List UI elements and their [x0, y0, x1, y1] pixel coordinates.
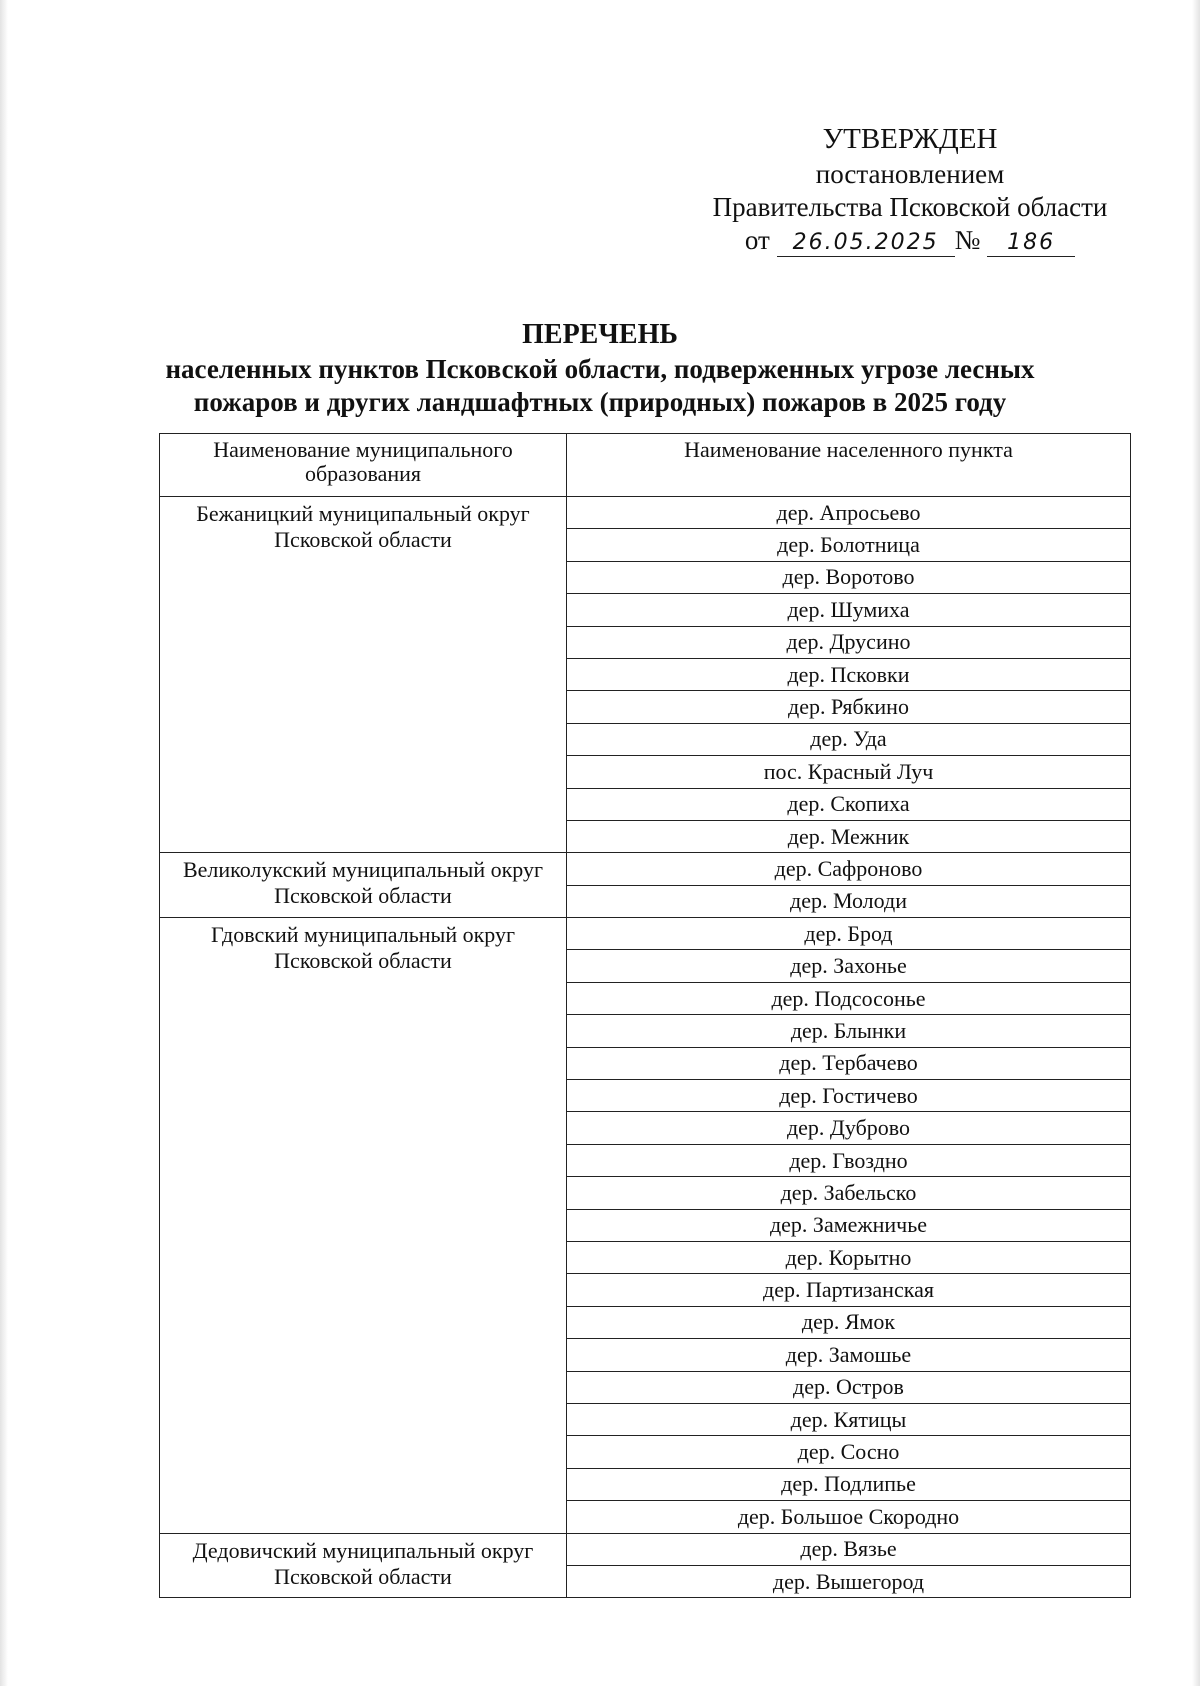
settlement-cell: дер. Забельско	[567, 1177, 1131, 1209]
settlement-cell: дер. Остров	[567, 1371, 1131, 1403]
settlement-cell: дер. Воротово	[567, 561, 1131, 593]
settlement-cell: дер. Замошье	[567, 1339, 1131, 1371]
settlement-cell: дер. Вязье	[567, 1533, 1131, 1565]
number-label: №	[954, 225, 981, 255]
settlement-cell: дер. Блынки	[567, 1015, 1131, 1047]
settlement-cell: дер. Шумиха	[567, 594, 1131, 626]
page-edge-right	[1192, 0, 1200, 1686]
municipality-cell: Великолукский муниципальный округ Псковской области	[160, 853, 567, 918]
settlement-cell: дер. Дуброво	[567, 1112, 1131, 1144]
settlement-cell: дер. Вышегород	[567, 1565, 1131, 1597]
settlement-cell: дер. Подлипье	[567, 1468, 1131, 1500]
document-heading	[120, 318, 1080, 419]
settlement-cell: дер. Молоди	[567, 885, 1131, 917]
settlement-cell: дер. Большое Скородно	[567, 1501, 1131, 1533]
settlement-cell: дер. Друсино	[567, 626, 1131, 658]
settlement-cell: дер. Ямок	[567, 1306, 1131, 1338]
table-row	[160, 918, 1131, 950]
settlement-cell: дер. Сафроново	[567, 853, 1131, 885]
settlement-cell: пос. Красный Луч	[567, 756, 1131, 788]
settlement-cell: дер. Рябкино	[567, 691, 1131, 723]
settlement-cell: дер. Кятицы	[567, 1403, 1131, 1435]
approval-title: УТВЕРЖДЕН	[822, 123, 998, 155]
settlement-cell: дер. Захонье	[567, 950, 1131, 982]
settlement-cell: дер. Гостичево	[567, 1080, 1131, 1112]
document-subtitle-line-2: пожаров и других ландшафтных (природных) пожаров в 2025 году	[193, 387, 1007, 417]
settlement-cell: дер. Партизанская	[567, 1274, 1131, 1306]
settlement-cell: дер. Псковки	[567, 658, 1131, 690]
approval-line-2: постановлением	[815, 159, 1005, 189]
column-header-municipality: Наименование муниципального образования	[160, 434, 567, 497]
settlement-cell: дер. Корытно	[567, 1241, 1131, 1273]
settlement-cell: дер. Сосно	[567, 1436, 1131, 1468]
column-header-settlement: Наименование населенного пункта	[567, 434, 1131, 497]
settlement-cell: дер. Межник	[567, 820, 1131, 852]
table-row	[160, 853, 1131, 885]
table-row	[160, 1533, 1131, 1565]
settlement-cell: дер. Гвоздно	[567, 1144, 1131, 1176]
table-row	[160, 497, 1131, 529]
settlement-cell: дер. Брод	[567, 918, 1131, 950]
settlement-cell: дер. Болотница	[567, 529, 1131, 561]
handwritten-number: 186	[987, 230, 1075, 257]
settlements-table	[159, 433, 1131, 1598]
table-body	[160, 497, 1131, 1598]
municipality-cell: Дедовичский муниципальный округ Псковской области	[160, 1533, 567, 1598]
settlement-cell: дер. Замежничье	[567, 1209, 1131, 1241]
municipality-cell: Бежаницкий муниципальный округ Псковской области	[160, 497, 567, 853]
handwritten-date: 26.05.2025	[777, 230, 955, 257]
page-edge-left	[0, 0, 8, 1686]
settlement-cell: дер. Уда	[567, 723, 1131, 755]
date-prefix: от	[744, 225, 770, 255]
table-header-row	[160, 434, 1131, 497]
settlement-cell: дер. Апросьево	[567, 497, 1131, 529]
settlement-cell: дер. Подсосонье	[567, 982, 1131, 1014]
document-subtitle-line-1: населенных пунктов Псковской области, подверженных угрозе лесных	[165, 354, 1035, 384]
settlement-cell: дер. Скопиха	[567, 788, 1131, 820]
municipality-cell: Гдовский муниципальный округ Псковской области	[160, 918, 567, 1533]
approval-line-3: Правительства Псковской области	[712, 192, 1108, 222]
approval-stamp	[640, 120, 1180, 257]
settlement-cell: дер. Тербачево	[567, 1047, 1131, 1079]
document-title: ПЕРЕЧЕНЬ	[522, 319, 678, 350]
approval-date-line	[640, 224, 1180, 257]
